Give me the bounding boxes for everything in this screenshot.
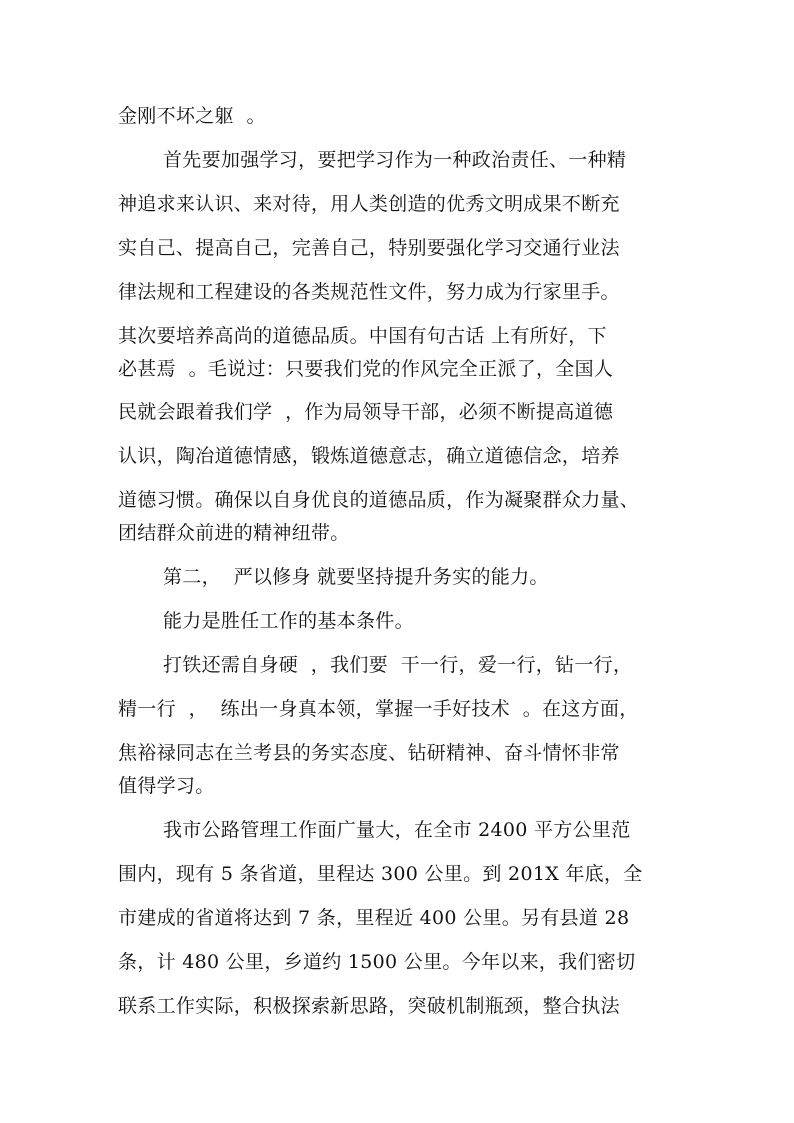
text-line: 神追求来认识、来对待，用人类创造的优秀文明成果不断充 [118,193,620,215]
text-line: 打铁还需自身硬 ，我们要 干一行，爱一行，钻一行， [163,654,633,676]
text-line: 其次要培养高尚的道德品质。中国有句古话 上有所好，下 [118,325,607,347]
text-line: 实自己、提高自己，完善自己，特别要强化学习交通行业法 [118,237,620,259]
text-line: 值得学习。 [118,775,215,797]
text-line: 围内，现有 5 条省道，里程达 300 公里。到 201X 年底，全 [118,863,643,885]
text-line: 市建成的省道将达到 7 条，里程近 400 公里。另有县道 28 [118,907,630,929]
text-line: 道德习惯。确保以自身优良的道德品质，作为凝聚群众力量、 [118,489,640,511]
text-line: 民就会跟着我们学 ，作为局领导干部，必须不断提高道德 [118,401,614,423]
text-line: 焦裕禄同志在兰考县的务实态度、钻研精神、奋斗情怀非常 [118,742,620,764]
text-line: 精一行 ， 练出一身真本领，掌握一手好技术 。在这方面， [118,698,639,720]
text-line: 首先要加强学习，要把学习作为一种政治责任、一种精 [163,149,627,171]
text-line: 我市公路管理工作面广量大，在全市 2400 平方公里范 [163,819,631,841]
text-line: 能力是胜任工作的基本条件。 [163,610,414,632]
text-line: 联系工作实际，积极探索新思路，突破机制瓶颈，整合执法 [118,995,620,1017]
text-line: 金刚不坏之躯 。 [118,105,266,127]
text-line: 团结群众前进的精神纽带。 [118,522,350,544]
text-line: 必甚焉 。毛说过：只要我们党的作风完全正派了，全国人 [118,358,614,380]
text-line: 律法规和工程建设的各类规范性文件，努力成为行家里手。 [118,281,620,303]
text-line: 条，计 480 公里，乡道约 1500 公里。今年以来，我们密切 [118,951,636,973]
text-line: 认识，陶冶道德情感，锻炼道德意志，确立道德信念，培养 [118,445,620,467]
text-line: 第二， 严以修身 就要坚持提升务实的能力。 [163,566,549,588]
